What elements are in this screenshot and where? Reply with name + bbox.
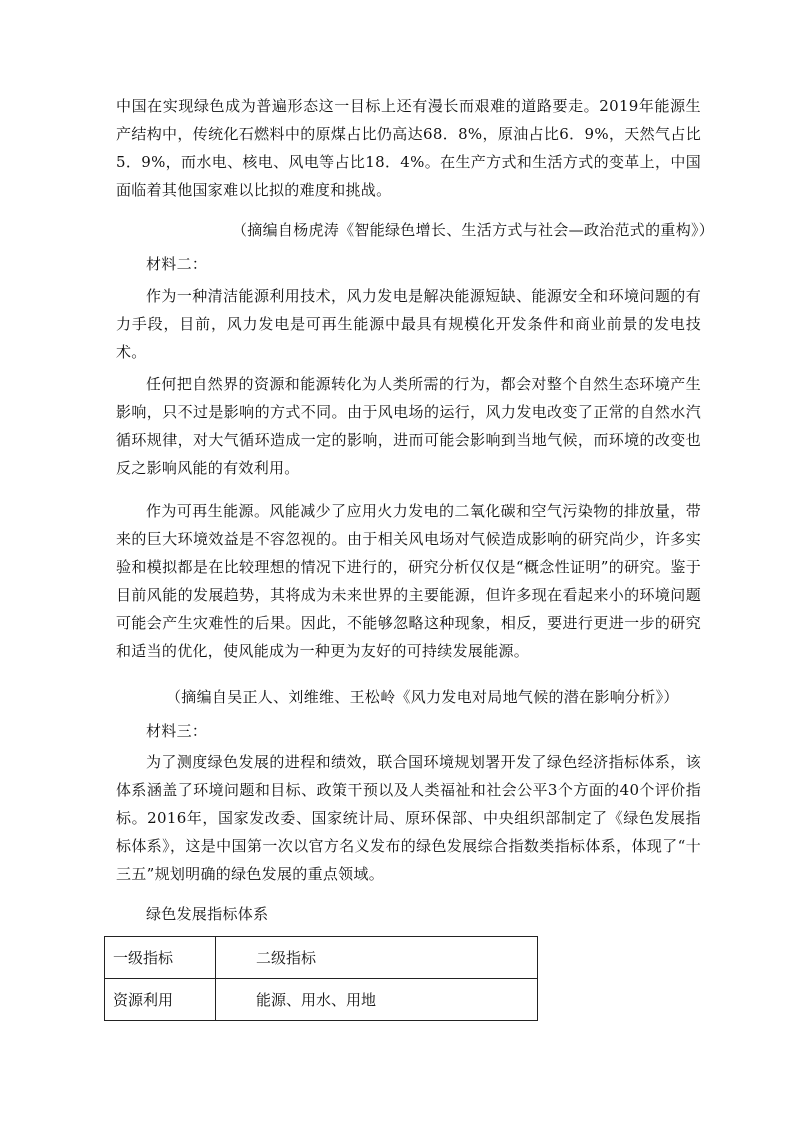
material2-paragraph-3: 作为可再生能源。风能减少了应用火力发电的二氧化碳和空气污染物的排放量，带来的巨大环境效益是不容忽视的。由于相关风电场对气候造成影响的研究尚少，许多实验和模拟都是在比较理想的情况下进行的，研究分析仅仅是“概念性证明”的研究。鉴于目前风能的发展趋势，其将成为未来世界的主要能源，但许多现在看起来小的环境问题可能会产生灾难性的后果。因此，不能够忽略这种现象，相反，要进行更进一步的研究和适当的优化，使风能成为一种更为友好的可持续发展能源。 xyxy=(116,502,701,660)
table-title: 绿色发展指标体系 xyxy=(146,905,269,923)
table-row xyxy=(105,979,538,1021)
material3-label: 材料三： xyxy=(146,722,208,740)
material1-tail-paragraph: 中国在实现绿色成为普遍形态这一目标上还有漫长而艰难的道路要走。2019年能源生产结构中，传统化石燃料中的原煤占比仍高达68．8%，原油占比6．9%，天然气占比5．9%，而水电、核电、风电等占比18．4%。在生产方式和生活方式的变革上，中国面临着其他国家难以比拟的难度和挑战。 xyxy=(116,97,701,199)
source-citation-2: （摘编自吴正人、刘维维、王松岭《风力发电对局地气候的潜在影响分析》） xyxy=(166,688,679,706)
table-cell-level2: 能源、用水、用地 xyxy=(216,979,538,1021)
source-citation-1: （摘编自杨虎涛《智能绿色增长、生活方式与社会—政治范式的重构》） xyxy=(232,221,715,239)
material2-label: 材料二： xyxy=(146,255,208,273)
material3-paragraph-1: 为了测度绿色发展的进程和绩效，联合国环境规划署开发了绿色经济指标体系，该体系涵盖了环境问题和目标、政策干预以及人类福祉和社会公平3个方面的40个评价指标。2016年，国家发改委、国家统计局、原环保部、中央组织部制定了《绿色发展指标体系》，这是中国第一次以官方名义发布的绿色发展综合指数类指标体系，体现了“十三五”规划明确的绿色发展的重点领域。 xyxy=(116,753,701,883)
material2-paragraph-2: 任何把自然界的资源和能源转化为人类所需的行为，都会对整个自然生态环境产生影响，只不过是影响的方式不同。由于风电场的运行，风力发电改变了正常的自然水汽循环规律，对大气循环造成一定的影响，进而可能会影响到当地气候，而环境的改变也反之影响风能的有效利用。 xyxy=(116,375,701,477)
table-header-cell-level2: 二级指标 xyxy=(216,937,538,979)
table-header-row xyxy=(105,937,538,979)
material2-paragraph-1: 作为一种清洁能源利用技术，风力发电是解决能源短缺、能源安全和环境问题的有力手段，目前，风力发电是可再生能源中最具有规模化开发条件和商业前景的发电技术。 xyxy=(116,287,701,361)
table-cell-level1: 资源利用 xyxy=(105,979,216,1021)
table-header-cell-level1: 一级指标 xyxy=(105,937,216,979)
indicator-table xyxy=(104,936,538,1021)
